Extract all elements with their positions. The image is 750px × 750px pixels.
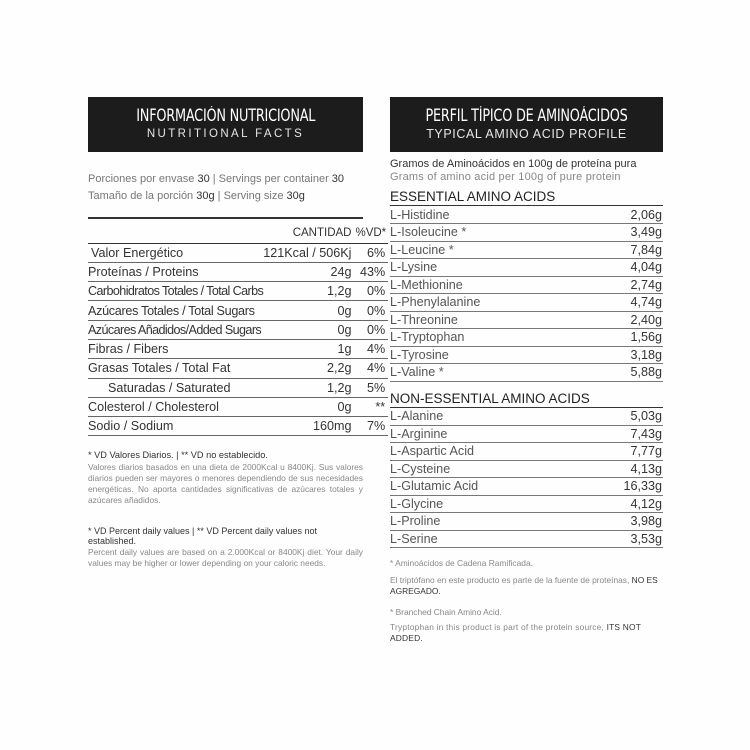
servings-info: [88, 171, 363, 205]
table-row: L-Leucine * 7,84g: [390, 242, 662, 257]
bcaa-footnote-en: * Branched Chain Amino Acid.: [390, 607, 502, 617]
tryptophan-note-es: El triptófano en este producto es parte de la fuente de proteínas, NO ES AGREGADO.: [390, 575, 658, 596]
table-row: L-Arginine 7,43g: [390, 426, 662, 441]
table-row: Azúcares Añadidos/Added Sugars 0g 0%: [88, 320, 388, 339]
nutrition-subtitle: NUTRITIONAL FACTS: [146, 128, 305, 140]
col-amount-header: CANTIDAD: [263, 224, 355, 243]
servings-per-container: Porciones por envase 30 | Servings per container 30: [88, 173, 345, 185]
daily-values-note-en: * VD Percent daily values | ** VD Percent daily values not established.: [88, 526, 317, 547]
table-row: L-Glycine 4,12g: [390, 496, 662, 511]
table-row: L-Aspartic Acid 7,77g: [390, 444, 662, 459]
table-row: Grasas Totales / Total Fat 2,2g 4%: [88, 359, 388, 378]
table-row: L-Proline 3,98g: [390, 514, 662, 529]
table-row: L-Methionine 2,74g: [390, 277, 662, 292]
table-row: Saturadas / Saturated 1,2g 5%: [88, 378, 388, 397]
table-row: Valor Energético 121Kcal / 506Kj 6%: [88, 243, 388, 262]
table-row: Sodio / Sodium 160mg 7%: [88, 417, 388, 436]
amino-title: PERFIL TÍPICO DE AMINOÁCIDOS: [425, 106, 628, 125]
nutrition-header: [88, 97, 363, 152]
amino-header: [390, 97, 663, 152]
table-row: Proteínas / Proteins 24g 43%: [88, 262, 388, 281]
daily-values-note-es: * VD Valores Diarios. | ** VD no establecido.: [88, 450, 268, 461]
nutrition-table: [88, 224, 388, 436]
table-row: L-Glutamic Acid 16,33g: [390, 479, 662, 494]
table-row: L-Histidine 2,06g: [390, 207, 662, 222]
daily-values-disclaimer-es: Valores diarios basados en una dieta de 2000Kcal u 8400Kj. Sus valores diarios pueden ser mayores o menores dependiendo de sus necesidades energéticas. No aporta cantidades significativas de azúcares totales y azúcares añadidos.: [88, 462, 363, 506]
nonessential-amino-table: [390, 408, 663, 549]
table-row: Fibras / Fibers 1g 4%: [88, 339, 388, 358]
bcaa-footnote-es: * Aminoácidos de Cadena Ramificada.: [390, 558, 533, 568]
table-row: L-Tryptophan 1,56g: [390, 330, 662, 345]
table-row: L-Cysteine 4,13g: [390, 461, 662, 476]
table-row: L-Isoleucine * 3,49g: [390, 225, 662, 240]
table-row: L-Threonine 2,40g: [390, 312, 662, 327]
nutrition-title: INFORMACIÓN NUTRICIONAL: [135, 106, 315, 125]
table-row: L-Valine * 5,88g: [390, 365, 662, 380]
nutrition-table-header: [88, 224, 388, 243]
nutrition-panel: [88, 97, 387, 569]
daily-values-disclaimer-en: Percent daily values are based on a 2.000Kcal or 8400Kj diet. Your daily values may be higher or lower depending on your caloric needs.: [88, 547, 363, 569]
table-row: L-Serine 3,53g: [390, 531, 662, 546]
col-pct-header: %VD*: [355, 224, 388, 243]
table-row: Azúcares Totales / Total Sugars 0g 0%: [88, 301, 388, 320]
table-row: L-Lysine 4,04g: [390, 260, 662, 275]
divider: [88, 217, 363, 219]
nonessential-section-title: NON-ESSENTIAL AMINO ACIDS: [390, 391, 663, 408]
tryptophan-note-en: Tryptophan in this product is part of the protein source, ITS NOT ADDED.: [390, 622, 641, 643]
amino-intro-es: Gramos de Aminoácidos en 100g de proteína pura: [390, 158, 637, 170]
essential-section-title: ESSENTIAL AMINO ACIDS: [390, 189, 663, 206]
table-row: L-Tyrosine 3,18g: [390, 347, 662, 362]
table-row: L-Alanine 5,03g: [390, 409, 662, 423]
table-row: Carbohidratos Totales / Total Carbs 1,2g 0%: [88, 282, 388, 301]
table-row: L-Phenylalanine 4,74g: [390, 295, 662, 310]
amino-intro-en: Grams of amino acid per 100g of pure protein: [390, 171, 621, 183]
essential-amino-table: [390, 206, 663, 382]
serving-size: Tamaño de la porción 30g | Serving size 30g: [88, 190, 305, 202]
amino-panel: [390, 97, 663, 644]
table-row: Colesterol / Cholesterol 0g **: [88, 397, 388, 416]
amino-subtitle: TYPICAL AMINO ACID PROFILE: [426, 127, 627, 141]
